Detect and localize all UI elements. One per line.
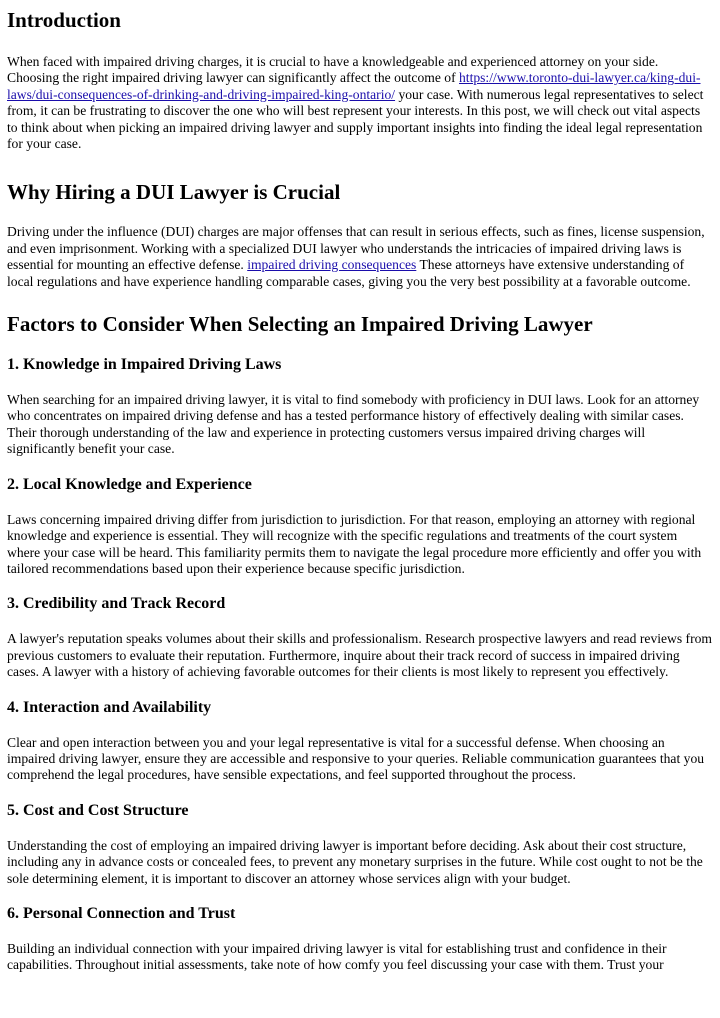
introduction-text-before: When faced with impaired driving charges, it is crucial to have a knowledgeable and experienced attorney on your side. Choosing the right impaired driving lawyer can significantly affect the outcome of (7, 54, 659, 86)
why-hiring-paragraph (7, 224, 713, 290)
factor-3-paragraph: A lawyer's reputation speaks volumes about their skills and professionalism. Research prospective lawyers and read reviews from previous customers to evaluate their reputation. Furthermore, inquire about their track record of success in impaired driving cases. A lawyer with a history of achieving favorable outcomes for their clients is most likely to represent you effectively. (7, 631, 712, 680)
factor-1-paragraph: When searching for an impaired driving lawyer, it is vital to find somebody with proficiency in DUI laws. Look for an attorney who concentrates on impaired driving defense and has a tested performance history of effectively dealing with similar cases. Their thorough understanding of the law and experience in protecting customers versus impaired driving charges will significantly benefit your case. (7, 392, 700, 457)
factor-2-heading: 2. Local Knowledge and Experience (7, 475, 252, 493)
introduction-heading: Introduction (7, 8, 121, 32)
why-hiring-heading: Why Hiring a DUI Lawyer is Crucial (7, 180, 341, 205)
factor-4-paragraph: Clear and open interaction between you and your legal representative is vital for a successful defense. When choosing an impaired driving lawyer, ensure they are accessible and responsive to your queries. Reliable communication guarantees that you comprehend the legal procedures, have sensible expectations, and feel supported throughout the process. (7, 734, 705, 783)
why-hiring-text-before: Driving under the influence (DUI) charges are major offenses that can result in serious effects, such as fines, license suspension, and even imprisonment. Working with a specialized DUI lawyer who understands the intricacies of impaired driving laws is essential for mounting an effective defense. (7, 224, 705, 273)
factor-4-heading: 4. Interaction and Availability (7, 698, 212, 716)
introduction-text-after: your case. With numerous legal representatives to select from, it can be frustrating to discover the one who will best represent your interests. In this post, we will check out vital aspects to think about when picking an impaired driving lawyer and supply important insights into finding the ideal legal representation for your case. (7, 86, 704, 152)
factor-6-paragraph: Building an individual connection with your impaired driving lawyer is vital for establishing trust and confidence in their capabilities. Throughout initial assessments, take note of how comfy you feel discussing your case with them. Trust your (7, 940, 667, 973)
why-hiring-text-after: These attorneys have extensive understanding of local regulations and have experience handling comparable cases, giving you the very best possibility at a favorable outcome. (7, 257, 691, 289)
factor-1-heading: 1. Knowledge in Impaired Driving Laws (7, 356, 282, 374)
factor-6-heading: 6. Personal Connection and Trust (7, 904, 236, 922)
factors-heading: Factors to Consider When Selecting an Impaired Driving Lawyer (7, 312, 593, 337)
factor-5-paragraph: Understanding the cost of employing an impaired driving lawyer is important before deciding. Ask about their cost structure, including any in advance costs or concealed fees, to prevent any monetary surprises in the future. While cost ought to not be the sole determining element, it is important to discover an attorney whose services align with your budget. (7, 837, 703, 886)
introduction-paragraph (7, 54, 713, 152)
impaired-driving-consequences-link[interactable]: impaired driving consequences (247, 257, 417, 273)
toronto-dui-lawyer-link[interactable]: https://www.toronto-dui-lawyer.ca/king-dui-laws/dui-consequences-of-drinking-and-driving-impaired-king-ontario/ (7, 70, 701, 102)
factor-2-paragraph: Laws concerning impaired driving differ from jurisdiction to jurisdiction. For that reason, employing an attorney with regional knowledge and experience is essential. They will recognize with the specific regulations and treatments of the court system where your case will be heard. This familiarity permits them to navigate the legal procedure more efficiently and offer you with tailored recommendations based upon their experience because specific jurisdiction. (7, 511, 702, 576)
factor-5-heading: 5. Cost and Cost Structure (7, 801, 189, 819)
factor-3-heading: 3. Credibility and Track Record (7, 595, 226, 613)
